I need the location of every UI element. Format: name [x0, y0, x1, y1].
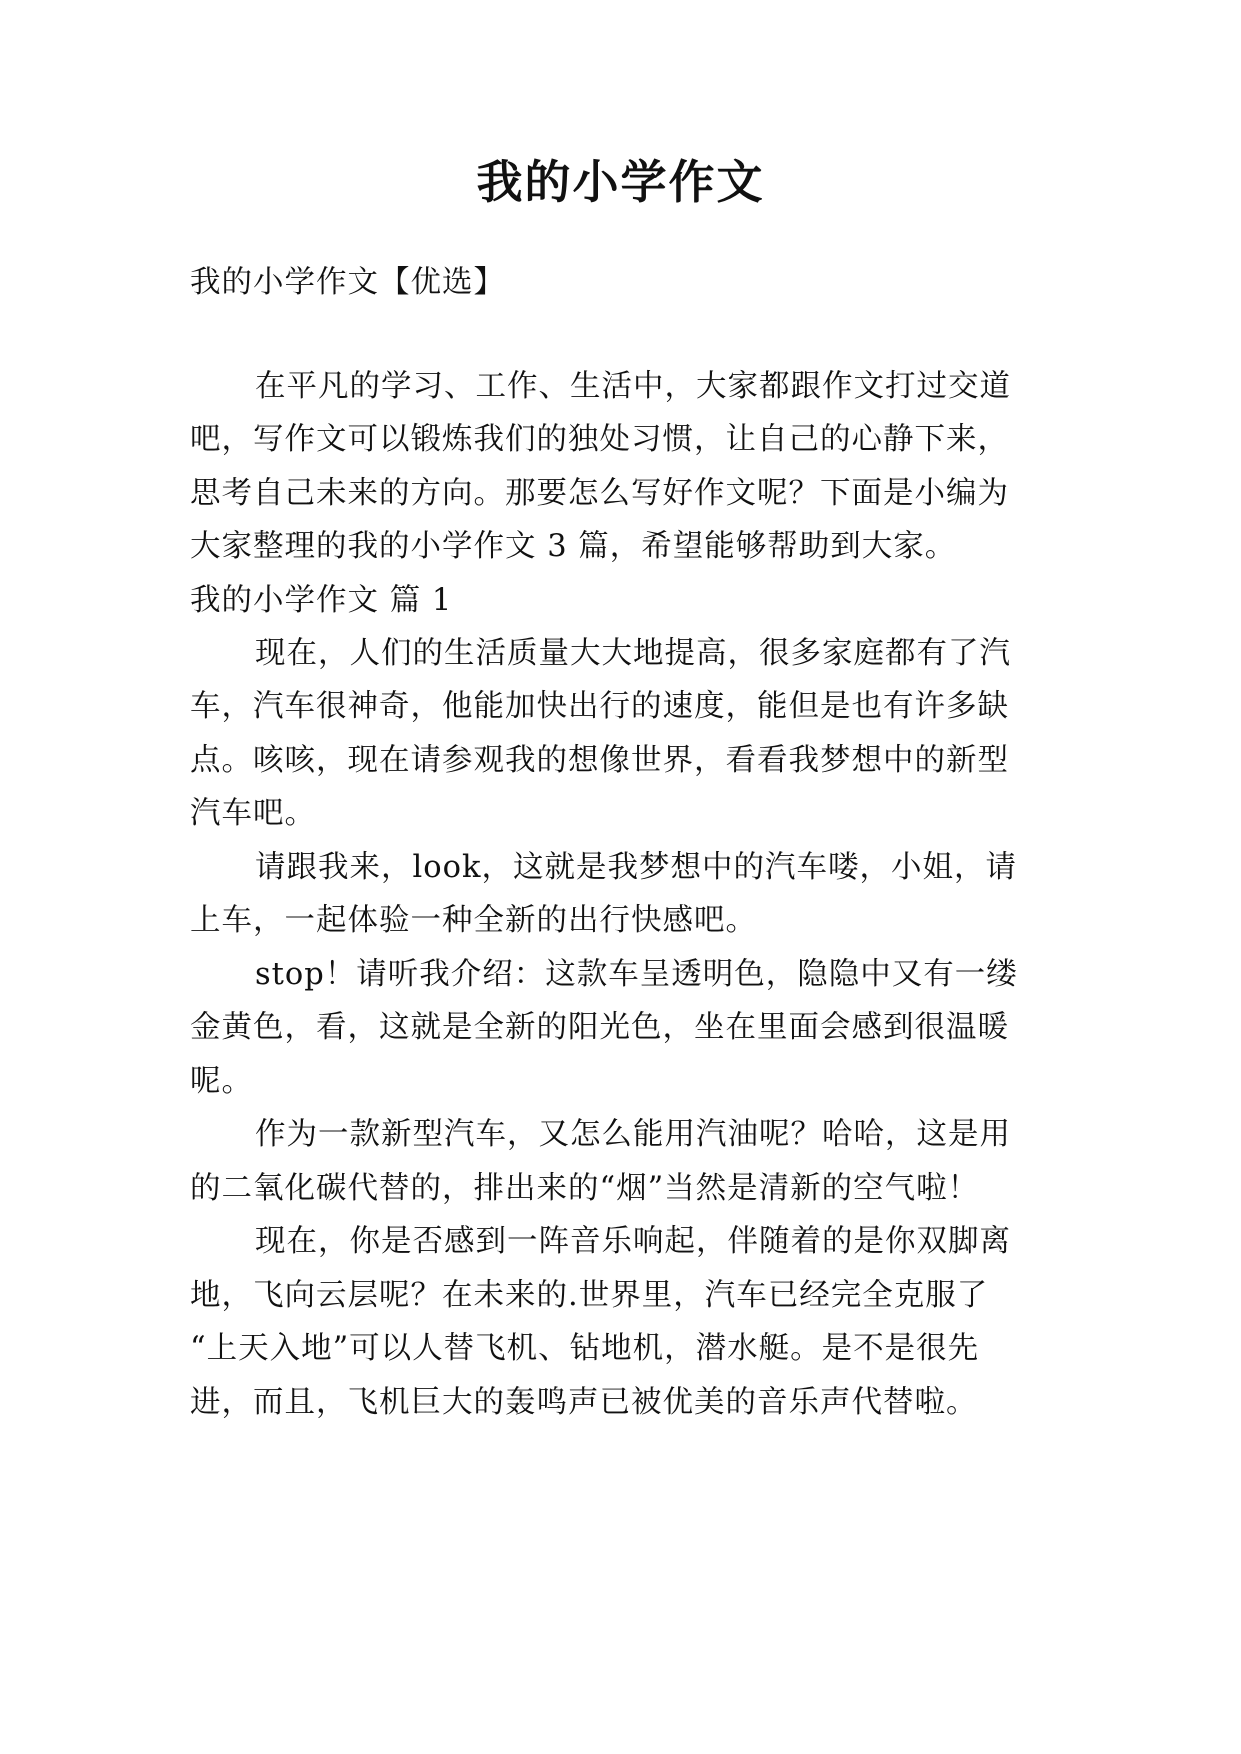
paragraph-line: 地，飞向云层呢？在未来的.世界里，汽车已经完全克服了	[190, 1278, 989, 1313]
paragraph-line: 的二氧化碳代替的，排出来的“烟”当然是清新的空气啦！	[190, 1171, 980, 1206]
paragraph-line: 汽车吧。	[190, 796, 316, 831]
document-title: 我的小学作文	[476, 155, 765, 209]
intro-line: 大家整理的我的小学作文 3 篇，希望能够帮助到大家。	[190, 529, 957, 564]
section-heading: 我的小学作文 篇 1	[190, 583, 453, 618]
intro-line: 思考自己未来的方向。那要怎么写好作文呢？下面是小编为	[190, 476, 1009, 511]
paragraph-line: 请跟我来，look，这就是我梦想中的汽车喽，小姐，请	[255, 850, 1017, 885]
paragraph-line: 作为一款新型汽车，又怎么能用汽油呢？哈哈，这是用	[255, 1117, 1011, 1152]
paragraph-line: 点。咳咳，现在请参观我的想像世界，看看我梦想中的新型	[190, 743, 1009, 778]
intro-line: 吧，写作文可以锻炼我们的独处习惯，让自己的心静下来，	[190, 422, 1009, 457]
paragraph-line: 上车，一起体验一种全新的出行快感吧。	[190, 903, 757, 938]
paragraph-line: 现在，人们的生活质量大大地提高，很多家庭都有了汽	[255, 636, 1011, 671]
paragraph-line: stop！请听我介绍：这款车呈透明色，隐隐中又有一缕	[255, 957, 1018, 992]
intro-line: 在平凡的学习、工作、生活中，大家都跟作文打过交道	[255, 369, 1011, 404]
paragraph-line: 进，而且，飞机巨大的轰鸣声已被优美的音乐声代替啦。	[190, 1385, 978, 1420]
document-subtitle: 我的小学作文【优选】	[190, 265, 505, 300]
paragraph-line: 呢。	[190, 1064, 253, 1099]
paragraph-line: 金黄色，看，这就是全新的阳光色，坐在里面会感到很温暖	[190, 1010, 1009, 1045]
paragraph-line: 现在，你是否感到一阵音乐响起，伴随着的是你双脚离	[255, 1224, 1011, 1259]
paragraph-line: “上天入地”可以人替飞机、钻地机，潜水艇。是不是很先	[190, 1331, 980, 1366]
paragraph-line: 车，汽车很神奇，他能加快出行的速度，能但是也有许多缺	[190, 689, 1009, 724]
